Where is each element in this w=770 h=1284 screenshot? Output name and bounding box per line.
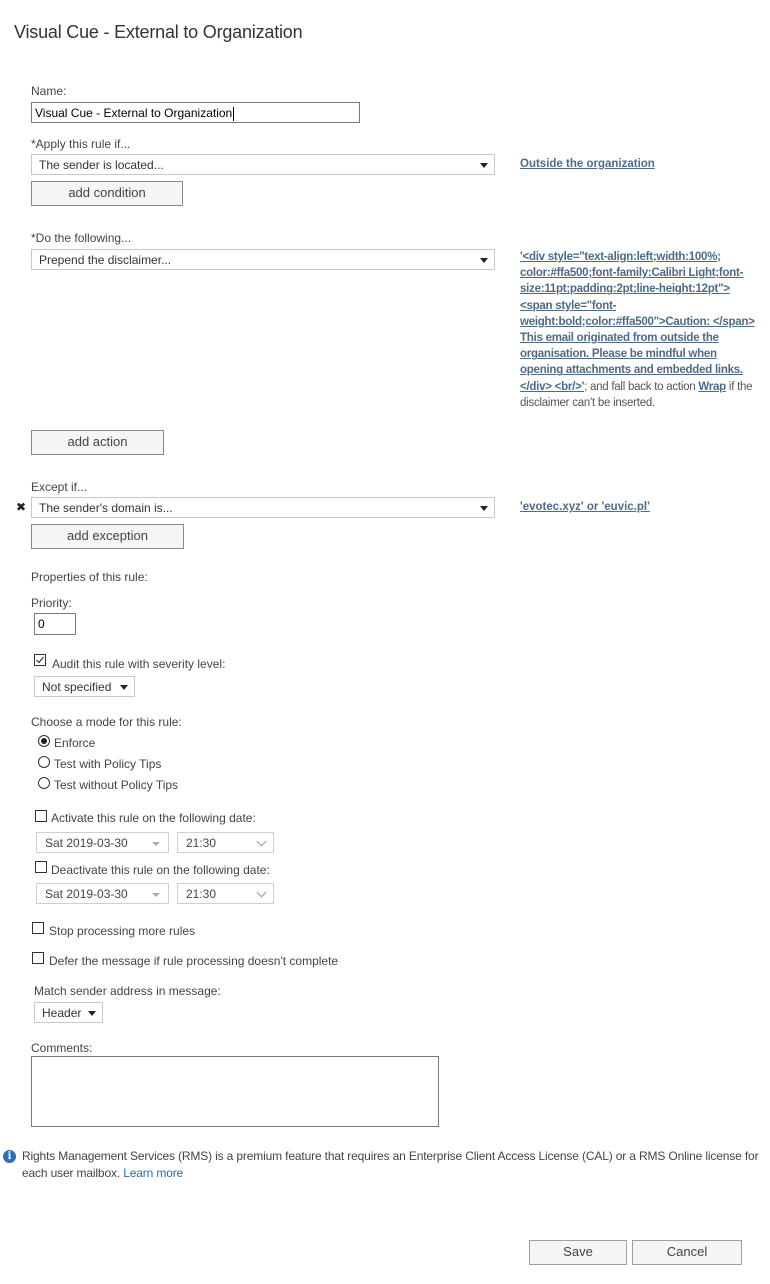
fallback-wrap-link[interactable]: Wrap (698, 380, 726, 393)
activate-time-value: 21:30 (186, 836, 217, 850)
rms-notice-text: Rights Management Services (RMS) is a premium feature that requires an Enterprise Client Access License (CAL) or a RMS Online license for each user mailbox. (22, 1149, 759, 1180)
comments-label: Comments: (31, 1041, 93, 1055)
learn-more-link[interactable]: Learn more (123, 1166, 184, 1180)
action-select[interactable] (31, 249, 495, 270)
activate-checkbox[interactable] (35, 810, 47, 822)
rms-notice (22, 1148, 767, 1182)
exception-select[interactable] (31, 497, 495, 518)
deactivate-date-select[interactable] (36, 883, 169, 904)
name-input-value: Visual Cue - External to Organization (35, 106, 233, 120)
condition-select[interactable] (31, 154, 495, 175)
deactivate-time-select[interactable] (177, 883, 274, 904)
save-button[interactable]: Save (529, 1240, 627, 1265)
condition-value-link[interactable]: Outside the organization (520, 158, 655, 170)
remove-exception-icon[interactable]: ✖ (16, 500, 27, 514)
dropdown-arrow-icon (480, 163, 488, 168)
mode-radio-enforce[interactable] (38, 735, 50, 747)
add-condition-button[interactable]: add condition (31, 181, 183, 206)
action-text-mid: ; and fall back to action (584, 380, 699, 393)
deactivate-date-value: Sat 2019-03-30 (45, 887, 128, 901)
mode-label: Choose a mode for this rule: (31, 715, 182, 729)
mode-option-label: Test without Policy Tips (54, 778, 179, 792)
exception-select-value: The sender's domain is... (39, 501, 173, 515)
mode-option-label: Enforce (54, 736, 96, 750)
add-exception-button[interactable]: add exception (31, 524, 184, 549)
exception-label: Except if... (31, 480, 88, 494)
name-input[interactable] (31, 102, 360, 123)
disclaimer-link[interactable]: '<div style="text-align:left;width:100%; color:#ffa500;font-family:Calibri Light;font-size:11pt;padding:2pt;line-height:12pt"><span style="font-weight:bold;color:#ffa500">Caution: </span> This email originated from outside the organisation. Please be mindful when opening attachments and embedded links. </div> <br/>' (520, 251, 755, 393)
dropdown-arrow-icon (152, 893, 160, 897)
defer-label: Defer the message if rule processing doesn't complete (49, 954, 339, 968)
match-sender-label: Match sender address in message: (34, 984, 221, 998)
add-action-button[interactable]: add action (31, 430, 164, 455)
dropdown-arrow-icon (480, 506, 488, 511)
deactivate-time-value: 21:30 (186, 887, 217, 901)
priority-label: Priority: (31, 596, 72, 610)
action-text-end: if the disclaimer can't be inserted. (520, 380, 753, 409)
severity-select[interactable] (34, 676, 135, 697)
priority-input[interactable]: 0 (34, 613, 76, 635)
dropdown-arrow-icon (152, 842, 160, 846)
dropdown-arrow-icon (88, 1011, 96, 1016)
match-sender-select[interactable] (34, 1002, 103, 1023)
audit-checkbox[interactable] (34, 654, 46, 666)
exception-value-link[interactable]: 'evotec.xyz' or 'euvic.pl' (520, 501, 650, 513)
deactivate-checkbox[interactable] (35, 861, 47, 873)
deactivate-label: Deactivate this rule on the following date: (51, 863, 270, 877)
radio-selected-dot (41, 738, 47, 744)
condition-select-value: The sender is located... (39, 158, 164, 172)
text-caret (233, 107, 234, 121)
action-label: *Do the following... (31, 231, 132, 245)
info-icon: i (3, 1150, 16, 1163)
defer-checkbox[interactable] (32, 952, 44, 964)
severity-select-value: Not specified (42, 680, 112, 694)
activate-time-select[interactable] (177, 832, 274, 853)
dropdown-arrow-icon (480, 258, 488, 263)
activate-date-select[interactable] (36, 832, 169, 853)
page-title: Visual Cue - External to Organization (14, 22, 303, 42)
activate-date-value: Sat 2019-03-30 (45, 836, 128, 850)
activate-label: Activate this rule on the following date: (51, 811, 256, 825)
mode-radio-test-without-tips[interactable] (38, 777, 50, 789)
mode-option-label: Test with Policy Tips (54, 757, 162, 771)
condition-label: *Apply this rule if... (31, 137, 131, 151)
audit-label: Audit this rule with severity level: (52, 657, 226, 671)
match-sender-value: Header (42, 1006, 82, 1020)
action-description (520, 249, 760, 411)
stop-processing-label: Stop processing more rules (49, 924, 196, 938)
checkmark-icon (35, 655, 45, 665)
cancel-button[interactable]: Cancel (632, 1240, 742, 1265)
properties-heading: Properties of this rule: (31, 570, 148, 584)
stop-processing-checkbox[interactable] (32, 922, 44, 934)
name-label: Name: (31, 84, 67, 98)
comments-textarea[interactable] (31, 1056, 439, 1127)
chevron-down-icon (257, 837, 267, 847)
chevron-down-icon (257, 888, 267, 898)
mode-radio-test-with-tips[interactable] (38, 756, 50, 768)
dropdown-arrow-icon (120, 685, 128, 690)
action-select-value: Prepend the disclaimer... (39, 253, 172, 267)
